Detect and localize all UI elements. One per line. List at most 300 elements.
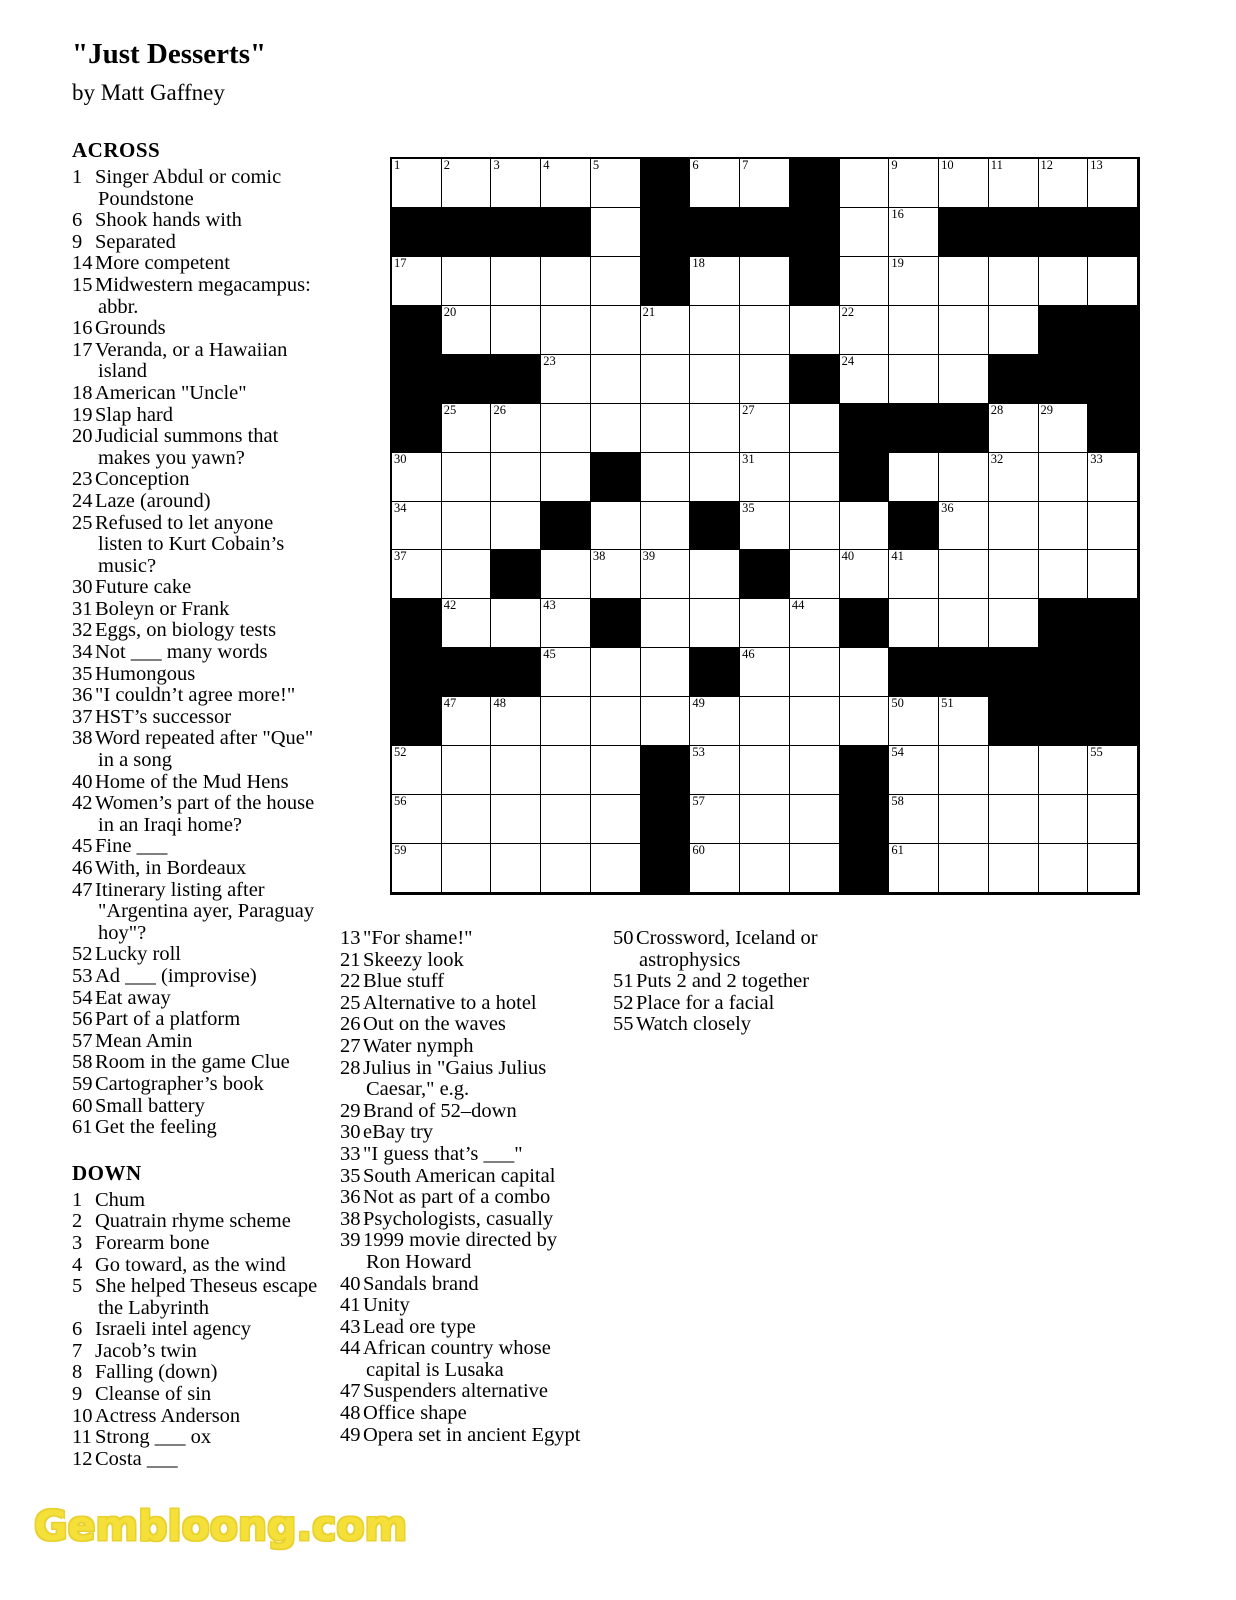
grid-block-cell xyxy=(491,355,541,404)
grid-cell[interactable] xyxy=(790,550,840,599)
clue-text: Word repeated after "Que" in a song xyxy=(95,727,314,772)
grid-cell[interactable] xyxy=(491,257,541,306)
grid-cell[interactable] xyxy=(392,746,442,795)
grid-block-cell xyxy=(939,404,989,453)
grid-cell[interactable] xyxy=(1039,404,1089,453)
grid-cell[interactable] xyxy=(392,159,442,208)
grid-cell[interactable] xyxy=(591,404,641,453)
clue-text: Watch closely xyxy=(636,1013,752,1036)
grid-cell[interactable] xyxy=(442,599,492,648)
across-clue[interactable] xyxy=(72,858,322,880)
grid-cell[interactable] xyxy=(591,257,641,306)
down-clue[interactable] xyxy=(613,971,863,993)
clue-text: Part of a platform xyxy=(95,1008,241,1031)
across-clue[interactable] xyxy=(72,167,322,210)
down-clue[interactable] xyxy=(340,1381,590,1403)
grid-cell[interactable] xyxy=(442,795,492,844)
grid-cell[interactable] xyxy=(740,453,790,502)
clue-number: 12 xyxy=(72,1447,93,1470)
grid-cell-number: 52 xyxy=(394,745,407,760)
grid-cell[interactable] xyxy=(939,159,989,208)
grid-block-cell xyxy=(1088,648,1138,697)
grid-cell[interactable] xyxy=(740,257,790,306)
across-clue[interactable] xyxy=(72,772,322,794)
grid-cell[interactable] xyxy=(641,550,691,599)
across-clue[interactable] xyxy=(72,383,322,405)
grid-block-cell xyxy=(790,208,840,257)
down-clue[interactable] xyxy=(340,1122,590,1144)
grid-cell[interactable] xyxy=(1039,453,1089,502)
grid-cell[interactable] xyxy=(442,257,492,306)
down-clue[interactable] xyxy=(340,1166,590,1188)
across-clue[interactable] xyxy=(72,577,322,599)
grid-cell[interactable] xyxy=(591,648,641,697)
grid-cell[interactable] xyxy=(889,697,939,746)
grid-cell[interactable] xyxy=(840,648,890,697)
clue-text: Go toward, as the wind xyxy=(95,1253,286,1276)
grid-cell[interactable] xyxy=(889,159,939,208)
grid-cell-number: 34 xyxy=(394,500,407,515)
grid-cell[interactable] xyxy=(442,844,492,893)
grid-cell[interactable] xyxy=(740,746,790,795)
grid-cell[interactable] xyxy=(790,404,840,453)
across-clue[interactable] xyxy=(72,275,322,318)
grid-cell[interactable] xyxy=(641,599,691,648)
grid-cell[interactable] xyxy=(939,257,989,306)
grid-cell[interactable] xyxy=(541,355,591,404)
grid-cell[interactable] xyxy=(690,306,740,355)
across-clue[interactable] xyxy=(72,1117,322,1139)
grid-cell[interactable] xyxy=(690,844,740,893)
clue-number: 59 xyxy=(72,1072,93,1095)
grid-cell[interactable] xyxy=(889,257,939,306)
grid-cell[interactable] xyxy=(591,746,641,795)
grid-cell[interactable] xyxy=(491,795,541,844)
grid-cell[interactable] xyxy=(442,404,492,453)
grid-cell[interactable] xyxy=(1088,159,1138,208)
grid-cell[interactable] xyxy=(591,795,641,844)
across-clue[interactable] xyxy=(72,491,322,513)
grid-cell-number: 33 xyxy=(1090,451,1103,466)
grid-block-cell xyxy=(1088,306,1138,355)
grid-cell[interactable] xyxy=(541,306,591,355)
grid-cell[interactable] xyxy=(989,550,1039,599)
grid-cell[interactable] xyxy=(541,648,591,697)
grid-cell[interactable] xyxy=(641,502,691,551)
down-clue[interactable] xyxy=(72,1255,322,1277)
clue-number: 38 xyxy=(340,1207,361,1230)
grid-cell[interactable] xyxy=(690,257,740,306)
clue-number: 35 xyxy=(72,662,93,685)
grid-cell[interactable] xyxy=(1088,844,1138,893)
across-clue[interactable] xyxy=(72,1052,322,1074)
grid-cell[interactable] xyxy=(591,502,641,551)
grid-cell[interactable] xyxy=(889,746,939,795)
grid-cell[interactable] xyxy=(1088,257,1138,306)
grid-cell-number: 53 xyxy=(692,745,705,760)
clue-text: Unity xyxy=(363,1294,410,1317)
grid-cell[interactable] xyxy=(641,306,691,355)
grid-cell[interactable] xyxy=(989,844,1039,893)
clues-column-left xyxy=(72,138,322,1470)
down-clue[interactable] xyxy=(340,950,590,972)
grid-cell[interactable] xyxy=(690,795,740,844)
grid-block-cell xyxy=(840,404,890,453)
grid-cell[interactable] xyxy=(591,159,641,208)
clue-text: Shook hands with xyxy=(95,209,242,232)
grid-cell[interactable] xyxy=(541,844,591,893)
grid-cell[interactable] xyxy=(740,404,790,453)
grid-block-cell xyxy=(392,355,442,404)
grid-cell-number: 58 xyxy=(891,794,904,809)
grid-cell[interactable] xyxy=(840,257,890,306)
across-clue[interactable] xyxy=(72,513,322,578)
across-clue[interactable] xyxy=(72,685,322,707)
across-clue[interactable] xyxy=(72,944,322,966)
clue-text: Grounds xyxy=(95,317,166,340)
across-clue[interactable] xyxy=(72,728,322,771)
grid-cell[interactable] xyxy=(740,844,790,893)
grid-cell[interactable] xyxy=(392,257,442,306)
grid-cell[interactable] xyxy=(1039,844,1089,893)
down-clue[interactable] xyxy=(72,1406,322,1428)
across-clue[interactable] xyxy=(72,340,322,383)
across-clue[interactable] xyxy=(72,426,322,469)
down-clue[interactable] xyxy=(72,1190,322,1212)
down-clue[interactable] xyxy=(72,1362,322,1384)
grid-cell[interactable] xyxy=(939,306,989,355)
grid-cell[interactable] xyxy=(740,697,790,746)
grid-cell-number: 56 xyxy=(394,794,407,809)
grid-cell[interactable] xyxy=(641,697,691,746)
grid-cell[interactable] xyxy=(989,404,1039,453)
down-clue[interactable] xyxy=(340,1209,590,1231)
grid-cell[interactable] xyxy=(491,453,541,502)
grid-cell[interactable] xyxy=(790,795,840,844)
grid-cell[interactable] xyxy=(641,648,691,697)
grid-cell[interactable] xyxy=(790,746,840,795)
grid-cell[interactable] xyxy=(740,159,790,208)
grid-block-cell xyxy=(1088,355,1138,404)
grid-cell[interactable] xyxy=(790,648,840,697)
down-clue[interactable] xyxy=(340,993,590,1015)
grid-cell-number: 54 xyxy=(891,745,904,760)
grid-cell[interactable] xyxy=(840,697,890,746)
grid-cell-number: 22 xyxy=(841,304,855,319)
grid-cell[interactable] xyxy=(740,502,790,551)
grid-cell[interactable] xyxy=(541,159,591,208)
grid-cell[interactable] xyxy=(392,550,442,599)
grid-cell[interactable] xyxy=(889,306,939,355)
grid-cell[interactable] xyxy=(989,257,1039,306)
grid-cell[interactable] xyxy=(491,746,541,795)
across-clue[interactable] xyxy=(72,880,322,945)
grid-cell[interactable] xyxy=(1039,502,1089,551)
down-clue[interactable] xyxy=(613,993,863,1015)
grid-cell-number: 7 xyxy=(742,158,749,172)
grid-cell[interactable] xyxy=(690,453,740,502)
grid-cell[interactable] xyxy=(790,306,840,355)
clue-number: 1 xyxy=(72,166,83,188)
clue-number: 57 xyxy=(72,1029,93,1052)
clue-text: Sandals brand xyxy=(363,1272,479,1295)
grid-cell[interactable] xyxy=(442,306,492,355)
grid-cell[interactable] xyxy=(491,159,541,208)
grid-cell[interactable] xyxy=(442,159,492,208)
grid-cell[interactable] xyxy=(1088,795,1138,844)
across-clue[interactable] xyxy=(72,793,322,836)
grid-cell[interactable] xyxy=(939,502,989,551)
grid-cell[interactable] xyxy=(541,550,591,599)
across-clue[interactable] xyxy=(72,836,322,858)
grid-cell[interactable] xyxy=(889,355,939,404)
grid-block-cell xyxy=(491,550,541,599)
down-clue[interactable] xyxy=(340,1403,590,1425)
grid-cell[interactable] xyxy=(541,453,591,502)
grid-block-cell xyxy=(392,697,442,746)
grid-cell[interactable] xyxy=(740,648,790,697)
down-clue[interactable] xyxy=(72,1427,322,1449)
page-title: "Just Desserts" xyxy=(72,38,267,70)
grid-cell[interactable] xyxy=(641,453,691,502)
clue-text: Judicial summons that makes you yawn? xyxy=(95,425,279,469)
across-clue[interactable] xyxy=(72,1096,322,1118)
grid-cell[interactable] xyxy=(889,453,939,502)
clue-text: Julius in "Gaius Julius Caesar," e.g. xyxy=(363,1056,547,1101)
grid-cell[interactable] xyxy=(939,550,989,599)
grid-cell[interactable] xyxy=(641,404,691,453)
down-clue[interactable] xyxy=(72,1276,322,1319)
grid-cell[interactable] xyxy=(740,355,790,404)
grid-cell[interactable] xyxy=(1088,746,1138,795)
down-clue[interactable] xyxy=(340,1036,590,1058)
grid-cell-number: 19 xyxy=(891,255,904,270)
grid-cell[interactable] xyxy=(690,599,740,648)
grid-cell[interactable] xyxy=(989,306,1039,355)
down-clue[interactable] xyxy=(340,1058,590,1101)
grid-cell[interactable] xyxy=(989,502,1039,551)
grid-cell[interactable] xyxy=(690,355,740,404)
grid-cell[interactable] xyxy=(1039,550,1089,599)
clue-number: 6 xyxy=(72,1318,83,1341)
grid-cell[interactable] xyxy=(591,844,641,893)
grid-cell[interactable] xyxy=(392,795,442,844)
across-clue[interactable] xyxy=(72,599,322,621)
grid-cell[interactable] xyxy=(442,746,492,795)
down-clue[interactable] xyxy=(72,1211,322,1233)
grid-block-cell xyxy=(989,697,1039,746)
grid-cell-number: 61 xyxy=(891,843,904,858)
down-clue[interactable] xyxy=(340,1014,590,1036)
across-clue[interactable] xyxy=(72,210,322,232)
grid-cell[interactable] xyxy=(840,550,890,599)
grid-cell[interactable] xyxy=(989,453,1039,502)
grid-cell[interactable] xyxy=(1039,159,1089,208)
down-clue[interactable] xyxy=(340,1187,590,1209)
grid-cell[interactable] xyxy=(889,208,939,257)
grid-cell[interactable] xyxy=(740,599,790,648)
grid-cell[interactable] xyxy=(541,795,591,844)
grid-cell[interactable] xyxy=(939,697,989,746)
down-clue[interactable] xyxy=(340,1274,590,1296)
grid-block-cell xyxy=(641,159,691,208)
across-clue[interactable] xyxy=(72,707,322,729)
across-clue[interactable] xyxy=(72,1074,322,1096)
across-clue[interactable] xyxy=(72,253,322,275)
across-clue[interactable] xyxy=(72,469,322,491)
grid-cell[interactable] xyxy=(392,453,442,502)
grid-cell[interactable] xyxy=(591,550,641,599)
clue-number: 22 xyxy=(340,970,361,993)
grid-cell[interactable] xyxy=(840,306,890,355)
grid-cell[interactable] xyxy=(690,159,740,208)
clue-text: She helped Theseus escape the Labyrinth xyxy=(95,1275,318,1319)
grid-cell[interactable] xyxy=(690,550,740,599)
grid-cell[interactable] xyxy=(889,795,939,844)
grid-cell[interactable] xyxy=(491,697,541,746)
clue-number: 15 xyxy=(72,273,93,296)
clue-number: 4 xyxy=(72,1253,83,1276)
across-clue[interactable] xyxy=(72,966,322,988)
down-clue[interactable] xyxy=(340,1101,590,1123)
grid-cell[interactable] xyxy=(840,502,890,551)
grid-cell[interactable] xyxy=(541,746,591,795)
down-clue[interactable] xyxy=(72,1449,322,1471)
down-clue[interactable] xyxy=(340,1295,590,1317)
grid-cell[interactable] xyxy=(442,550,492,599)
clue-number: 53 xyxy=(72,964,93,987)
grid-cell[interactable] xyxy=(491,502,541,551)
grid-cell[interactable] xyxy=(939,453,989,502)
down-clue[interactable] xyxy=(340,1317,590,1339)
grid-cell[interactable] xyxy=(790,844,840,893)
grid-cell[interactable] xyxy=(442,453,492,502)
grid-cell[interactable] xyxy=(939,746,989,795)
grid-block-cell xyxy=(541,502,591,551)
grid-cell-number: 40 xyxy=(841,549,855,564)
grid-cell[interactable] xyxy=(790,697,840,746)
grid-cell[interactable] xyxy=(939,599,989,648)
clue-number: 10 xyxy=(72,1404,93,1427)
grid-cell[interactable] xyxy=(591,208,641,257)
grid-cell[interactable] xyxy=(1039,746,1089,795)
grid-cell[interactable] xyxy=(491,844,541,893)
grid-cell-number: 6 xyxy=(692,158,699,172)
clues-column-right xyxy=(613,928,863,1036)
crossword-grid[interactable] xyxy=(390,157,1140,895)
grid-cell[interactable] xyxy=(591,697,641,746)
across-clue[interactable] xyxy=(72,642,322,664)
grid-cell[interactable] xyxy=(690,697,740,746)
grid-cell[interactable] xyxy=(690,404,740,453)
grid-cell[interactable] xyxy=(1088,502,1138,551)
grid-cell[interactable] xyxy=(491,404,541,453)
clue-number: 61 xyxy=(72,1116,93,1139)
across-clue[interactable] xyxy=(72,232,322,254)
across-clue[interactable] xyxy=(72,988,322,1010)
grid-block-cell xyxy=(840,795,890,844)
grid-cell[interactable] xyxy=(1039,257,1089,306)
clue-number: 31 xyxy=(72,597,93,620)
clue-text: Lucky roll xyxy=(95,943,181,966)
grid-cell[interactable] xyxy=(591,355,641,404)
grid-cell[interactable] xyxy=(1088,453,1138,502)
grid-cell-number: 60 xyxy=(692,843,705,858)
grid-block-cell xyxy=(591,599,641,648)
grid-cell-number: 3 xyxy=(493,158,500,172)
down-clue[interactable] xyxy=(613,1014,863,1036)
grid-cell[interactable] xyxy=(392,844,442,893)
grid-cell[interactable] xyxy=(989,599,1039,648)
down-clue[interactable] xyxy=(340,928,590,950)
across-clue[interactable] xyxy=(72,1031,322,1053)
grid-cell[interactable] xyxy=(889,550,939,599)
grid-cell[interactable] xyxy=(939,355,989,404)
grid-cell[interactable] xyxy=(491,306,541,355)
across-clue[interactable] xyxy=(72,318,322,340)
grid-cell[interactable] xyxy=(790,599,840,648)
grid-block-cell xyxy=(442,208,492,257)
grid-cell-number: 49 xyxy=(692,696,705,711)
grid-cell[interactable] xyxy=(491,599,541,648)
grid-cell[interactable] xyxy=(840,208,890,257)
across-clue[interactable] xyxy=(72,620,322,642)
grid-cell[interactable] xyxy=(889,844,939,893)
grid-cell[interactable] xyxy=(790,453,840,502)
down-clue[interactable] xyxy=(340,1425,590,1447)
grid-cell[interactable] xyxy=(1088,550,1138,599)
across-clue[interactable] xyxy=(72,1009,322,1031)
grid-cell[interactable] xyxy=(740,306,790,355)
down-clue[interactable] xyxy=(340,1144,590,1166)
grid-cell[interactable] xyxy=(442,697,492,746)
grid-cell[interactable] xyxy=(641,355,691,404)
grid-cell[interactable] xyxy=(690,746,740,795)
grid-cell[interactable] xyxy=(989,746,1039,795)
grid-block-cell xyxy=(1039,648,1089,697)
grid-cell[interactable] xyxy=(939,795,989,844)
down-clue[interactable] xyxy=(72,1319,322,1341)
down-clue[interactable] xyxy=(72,1233,322,1255)
grid-cell[interactable] xyxy=(541,697,591,746)
grid-cell[interactable] xyxy=(790,502,840,551)
grid-cell[interactable] xyxy=(840,159,890,208)
down-clue[interactable] xyxy=(72,1341,322,1363)
down-clue[interactable] xyxy=(340,971,590,993)
grid-cell[interactable] xyxy=(989,159,1039,208)
down-clue[interactable] xyxy=(340,1230,590,1273)
across-clue[interactable] xyxy=(72,405,322,427)
grid-cell[interactable] xyxy=(442,502,492,551)
grid-cell[interactable] xyxy=(740,795,790,844)
grid-cell[interactable] xyxy=(392,502,442,551)
down-clue[interactable] xyxy=(340,1338,590,1381)
grid-cell[interactable] xyxy=(591,306,641,355)
down-clue[interactable] xyxy=(613,928,863,971)
grid-cell[interactable] xyxy=(541,257,591,306)
grid-cell[interactable] xyxy=(939,844,989,893)
across-clue[interactable] xyxy=(72,664,322,686)
grid-cell[interactable] xyxy=(989,795,1039,844)
grid-cell[interactable] xyxy=(889,599,939,648)
clue-number: 1 xyxy=(72,1188,83,1211)
grid-cell[interactable] xyxy=(541,404,591,453)
grid-cell[interactable] xyxy=(541,599,591,648)
grid-cell[interactable] xyxy=(840,355,890,404)
down-clue[interactable] xyxy=(72,1384,322,1406)
grid-block-cell xyxy=(989,355,1039,404)
grid-cell[interactable] xyxy=(1039,795,1089,844)
